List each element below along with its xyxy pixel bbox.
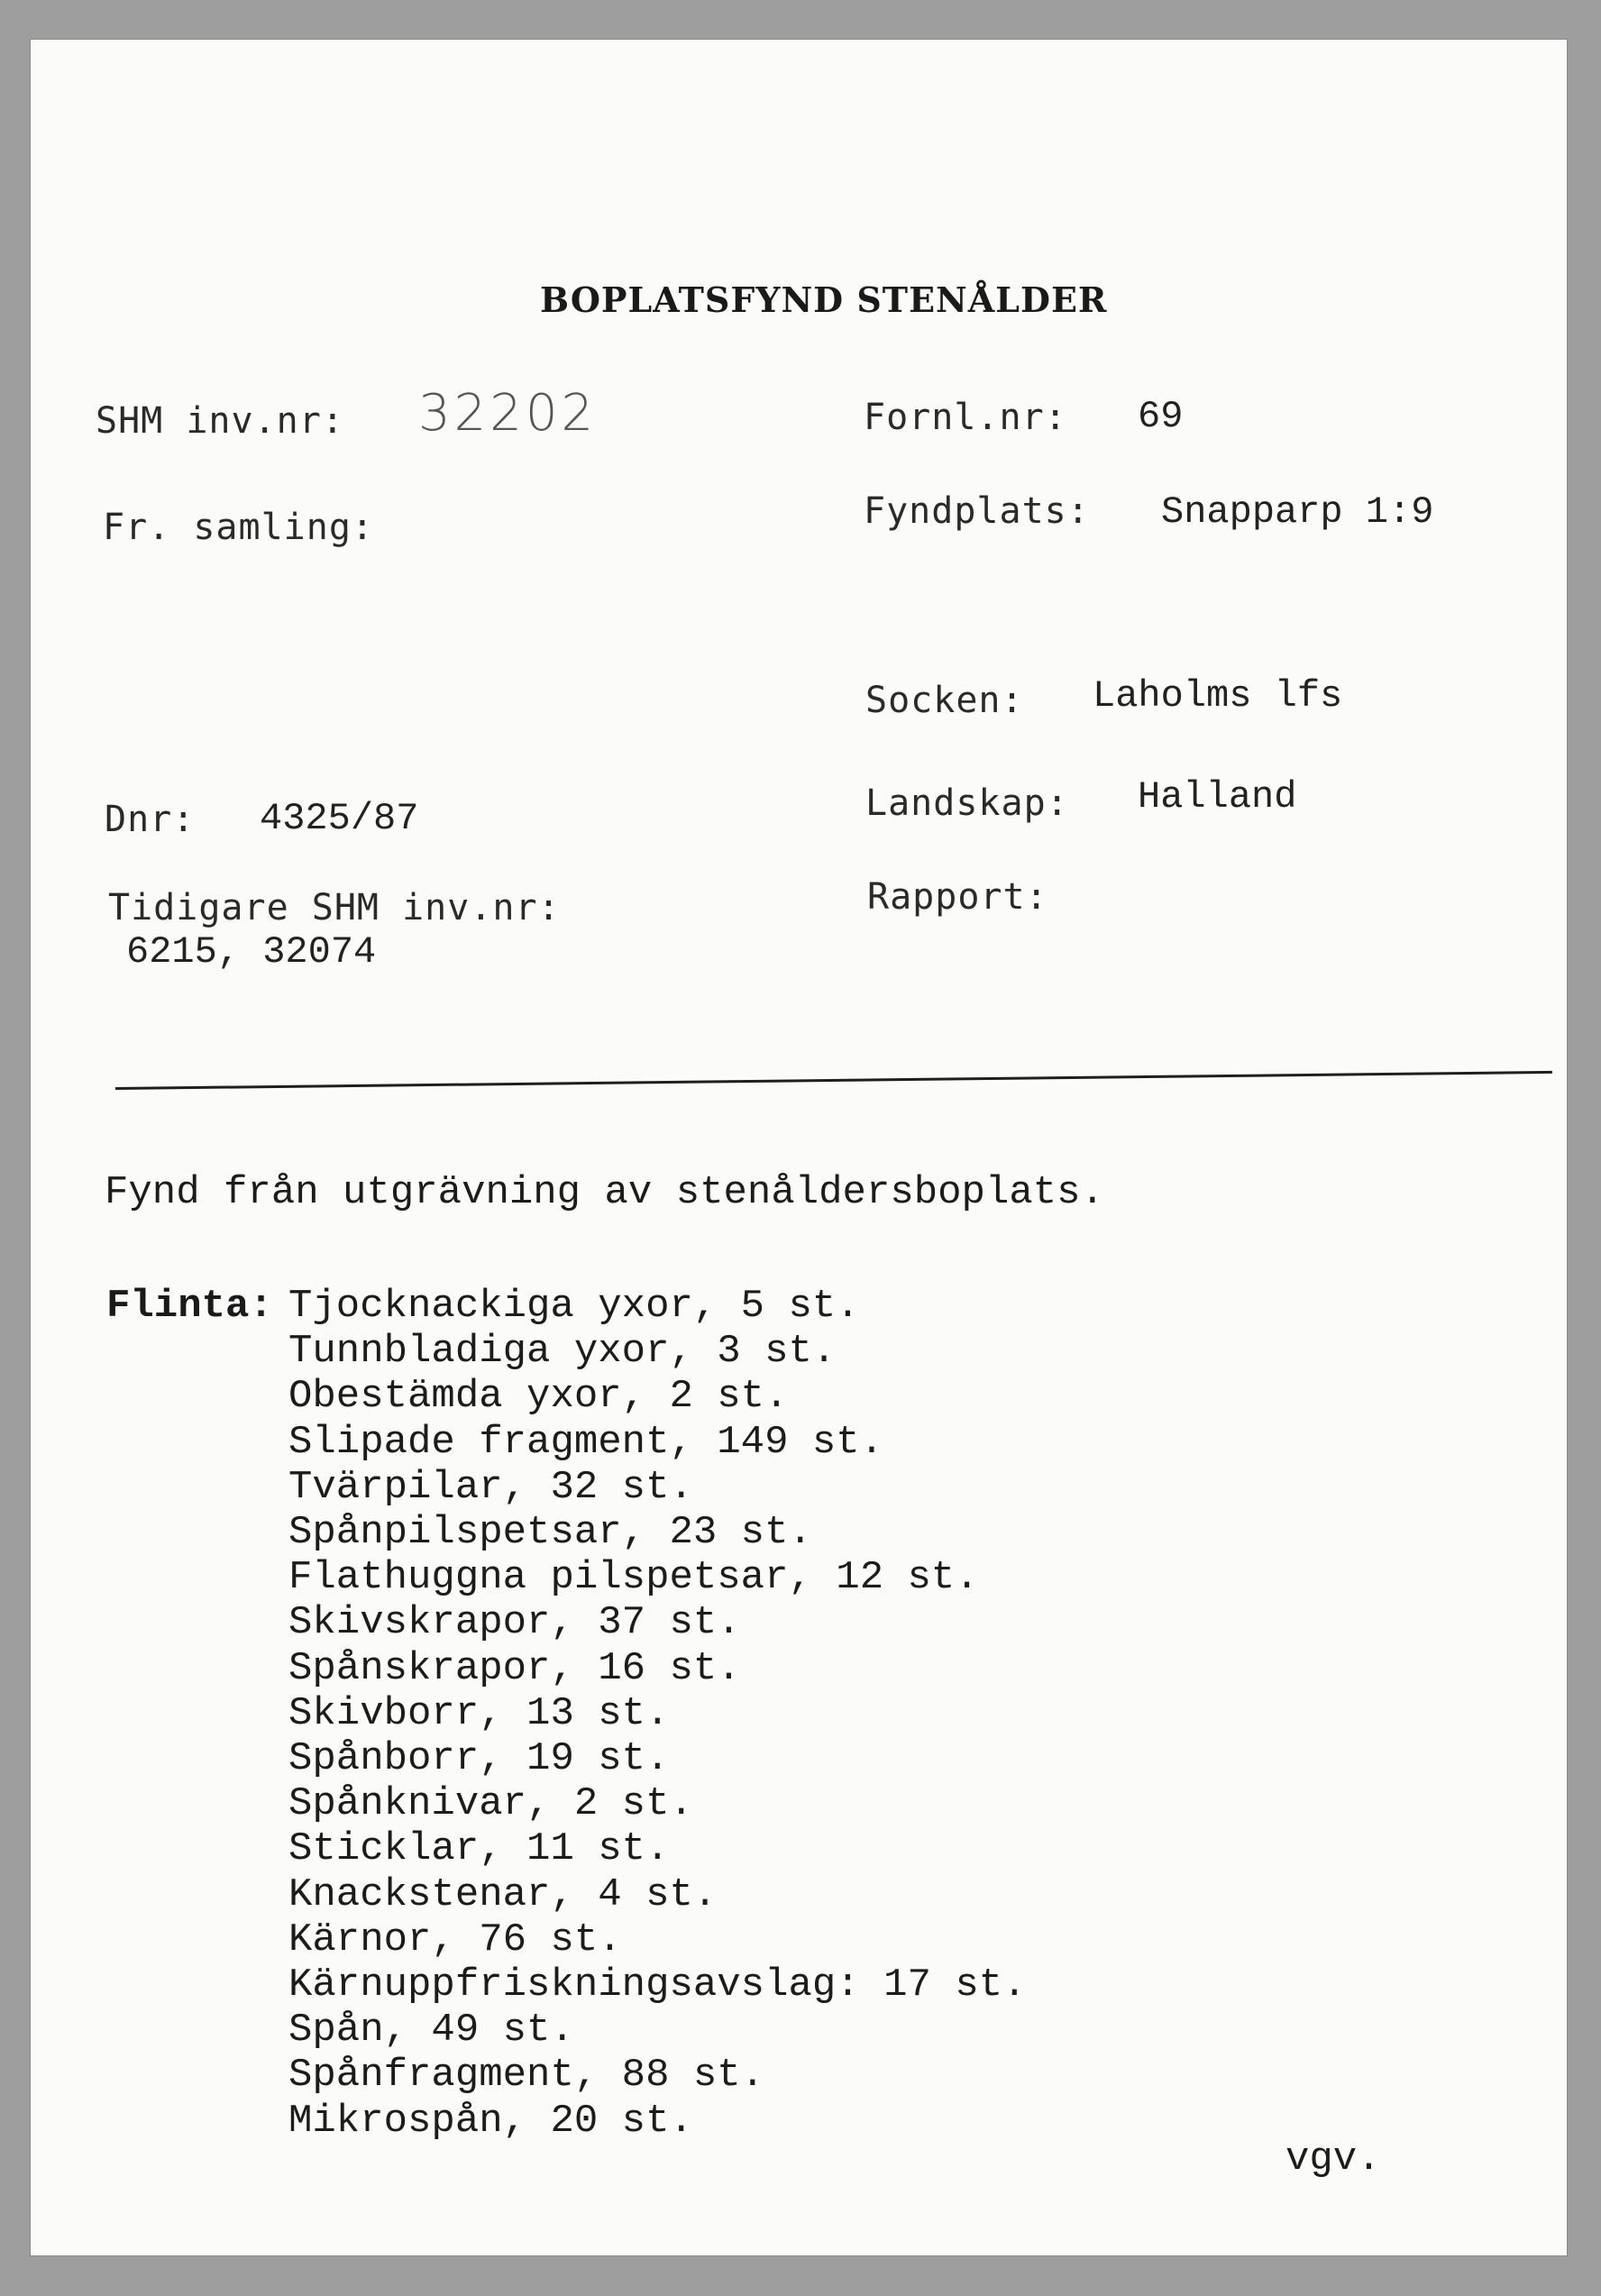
catalog-card (31, 40, 1567, 2255)
list-item: Knackstenar, 4 st. (288, 1871, 718, 1917)
list-item: Tvärpilar, 32 st. (288, 1464, 693, 1510)
fr-samling-label: Fr. samling: (103, 507, 374, 548)
socken-label: Socken: (865, 680, 1024, 721)
fornl-label: Fornl.nr: (864, 397, 1067, 438)
list-item: Skivskrapor, 37 st. (288, 1600, 741, 1646)
shm-inv-label: SHM inv.nr: (96, 400, 344, 442)
list-item: Tunnbladiga yxor, 3 st. (288, 1329, 837, 1375)
divider-line (115, 1071, 1552, 1090)
list-item: Tjocknackiga yxor, 5 st. (288, 1284, 860, 1329)
list-item: Spånborr, 19 st. (288, 1736, 670, 1782)
list-item: Spån, 49 st. (288, 2008, 574, 2054)
list-item: Slipade fragment, 149 st. (288, 1419, 884, 1465)
list-item: Kärnuppfriskningsavslag: 17 st. (288, 1962, 1027, 2008)
tidigare-label: Tidigare SHM inv.nr: (108, 887, 561, 928)
signature-initials: vgv. (1285, 2136, 1381, 2182)
list-item: Kärnor, 76 st. (288, 1916, 622, 1962)
list-item: Spånpilspetsar, 23 st. (288, 1510, 812, 1556)
list-item: Spånfragment, 88 st. (288, 2053, 765, 2099)
find-list (288, 1284, 1027, 2144)
list-item: Obestämda yxor, 2 st. (288, 1374, 789, 1420)
fyndplats-value: Snapparp 1:9 (1161, 490, 1434, 534)
list-item: Mikrospån, 20 st. (288, 2098, 693, 2144)
socken-value: Laholms lfs (1093, 674, 1343, 718)
landskap-label: Landskap: (865, 782, 1069, 824)
list-item: Spånskrapor, 16 st. (288, 1645, 741, 1691)
fornl-value: 69 (1138, 395, 1184, 438)
dnr-label: Dnr: (105, 799, 196, 840)
landskap-value: Halland (1138, 775, 1297, 819)
intro-text: Fynd från utgrävning av stenåldersboplats. (105, 1170, 1104, 1215)
list-item: Skivborr, 13 st. (288, 1690, 670, 1736)
fyndplats-label: Fyndplats: (864, 490, 1090, 532)
dnr-value: 4325/87 (260, 797, 419, 840)
tidigare-value: 6215, 32074 (126, 930, 377, 974)
list-item: Sticklar, 11 st. (288, 1826, 670, 1872)
list-item: Spånknivar, 2 st. (288, 1781, 693, 1827)
shm-inv-value: 32202 (418, 384, 598, 443)
list-item: Flathuggna pilspetsar, 12 st. (288, 1555, 979, 1601)
rapport-label: Rapport: (867, 876, 1048, 918)
card-title: BOPLATSFYND STENÅLDER (540, 279, 1108, 320)
flinta-label: Flinta: (106, 1284, 273, 1329)
